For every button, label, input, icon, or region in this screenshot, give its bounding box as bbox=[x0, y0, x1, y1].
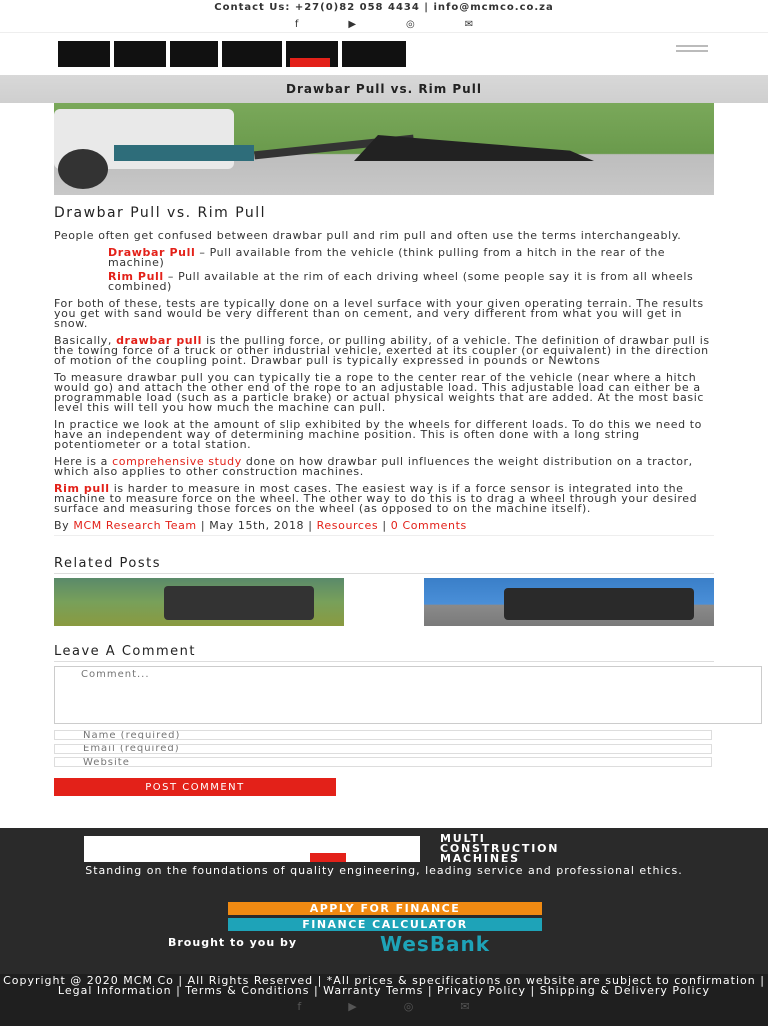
facebook-icon[interactable]: f bbox=[294, 18, 299, 30]
related-posts-heading: Related Posts bbox=[54, 556, 714, 574]
website-input[interactable] bbox=[54, 757, 712, 767]
post-content bbox=[54, 205, 714, 796]
author-link[interactable]: MCM Research Team bbox=[73, 519, 197, 532]
email-icon[interactable]: ✉ bbox=[464, 18, 474, 30]
rim-pull-link[interactable]: Rim pull bbox=[54, 482, 110, 495]
name-input[interactable] bbox=[54, 730, 712, 740]
company-name: MULTI CONSTRUCTION MACHINES bbox=[440, 832, 560, 865]
copyright-bar bbox=[0, 974, 768, 1026]
post-paragraph: To measure drawbar pull you can typically tie a rope to the center rear of the vehicle (near where a hitch would go) and attach the other end of the rope to an adjustable load. This adjustable load can either be a programmable load (such as a particle brake) or actual physical weights that are added. At the most basic level this will tell you how much the machine can pull. bbox=[54, 371, 705, 414]
drawbar-pull-link[interactable]: drawbar pull bbox=[116, 334, 202, 347]
site-header bbox=[0, 32, 768, 75]
definition-list bbox=[108, 248, 714, 292]
footer-tagline: Standing on the foundations of quality engineering, leading service and professional ethics. bbox=[85, 864, 683, 877]
facebook-icon[interactable]: f bbox=[297, 1000, 303, 1013]
post-title: Drawbar Pull vs. Rim Pull bbox=[54, 205, 267, 221]
email-icon[interactable]: ✉ bbox=[460, 1000, 471, 1013]
post-intro: People often get confused between drawbar pull and rim pull and often use the terms interchangeably. bbox=[54, 229, 682, 242]
post-paragraph: Basically, drawbar pull is the pulling force, or pulling ability, of a vehicle. The definition of drawbar pull is the towing force of a truck or other industrial vehicle, exerted at its coupler (or equivalent) in the direction of motion of the coupling point. Drawbar pull is typically expressed in pounds or Newtons bbox=[54, 334, 710, 367]
copyright-text: Copyright @ 2020 MCM Co | All Rights Reserved | *All prices & specifications on website are subject to confirmation | Legal Information | Terms & Conditions | Warranty Terms | Privacy Policy | Shipping & Delivery Policy bbox=[3, 974, 765, 997]
instagram-icon[interactable]: ◎ bbox=[406, 18, 415, 30]
wesbank-logo[interactable]: WesBank bbox=[380, 932, 491, 956]
instagram-icon[interactable]: ◎ bbox=[403, 1000, 415, 1013]
page-title-banner: Drawbar Pull vs. Rim Pull bbox=[0, 75, 768, 103]
comment-heading: Leave A Comment bbox=[54, 644, 714, 662]
email-input[interactable] bbox=[54, 744, 712, 754]
definition-text: – Pull available from the vehicle (think pulling from a hitch in the rear of the machine) bbox=[108, 246, 666, 269]
definition-text: – Pull available at the rim of each driving wheel (some people say it is from all wheels combined) bbox=[108, 270, 694, 293]
youtube-icon[interactable]: ▶ bbox=[348, 1000, 358, 1013]
social-links bbox=[0, 16, 768, 32]
hero-image bbox=[54, 103, 714, 195]
apply-finance-button[interactable]: APPLY FOR FINANCE bbox=[228, 902, 542, 915]
post-meta: By MCM Research Team | May 15th, 2018 | Resources | 0 Comments bbox=[54, 521, 714, 536]
contact-bar[interactable]: Contact Us: +27(0)82 058 4434 | info@mcmco.co.za bbox=[214, 2, 554, 13]
related-post-image[interactable] bbox=[54, 578, 344, 626]
comprehensive-study-link[interactable]: comprehensive study bbox=[112, 455, 242, 468]
post-comment-button[interactable]: POST COMMENT bbox=[54, 778, 336, 796]
rim-pull-term: Rim Pull bbox=[108, 270, 164, 283]
category-link[interactable]: Resources bbox=[316, 519, 379, 532]
mcm-logo-mark[interactable] bbox=[58, 41, 406, 67]
finance-calculator-button[interactable]: FINANCE CALCULATOR bbox=[228, 918, 542, 931]
post-paragraph: Here is a comprehensive study done on how drawbar pull influences the weight distribution on a tractor, which also applies to other construction machines. bbox=[54, 455, 693, 478]
brought-by-text: Brought to you by bbox=[168, 936, 298, 949]
post-date: May 15th, 2018 bbox=[209, 519, 305, 532]
site-logo[interactable] bbox=[58, 41, 406, 67]
list-item bbox=[108, 272, 714, 292]
youtube-icon[interactable]: ▶ bbox=[348, 18, 357, 30]
drawbar-pull-term: Drawbar Pull bbox=[108, 246, 196, 259]
list-item bbox=[108, 248, 714, 268]
related-posts bbox=[54, 578, 714, 626]
comments-link[interactable]: 0 Comments bbox=[390, 519, 467, 532]
related-post-image[interactable] bbox=[424, 578, 714, 626]
site-footer bbox=[0, 828, 768, 974]
menu-icon[interactable] bbox=[676, 45, 708, 55]
comment-input[interactable] bbox=[54, 666, 762, 724]
post-paragraph: For both of these, tests are typically done on a level surface with your given operating terrain. The results you get with sand would be very different than on cement, and very different from what you will get in snow. bbox=[54, 297, 704, 330]
post-paragraph: Rim pull is harder to measure in most cases. The easiest way is if a force sensor is integrated into the machine to measure force on the wheel. The other way to do this is to drag a wheel through your desired surface and measuring those forces on the wheel (as opposed to on the machine itself). bbox=[54, 482, 698, 515]
footer-logo[interactable] bbox=[84, 836, 420, 862]
post-paragraph: In practice we look at the amount of slip exhibited by the wheels for different loads. To do this we need to have an independent way of determining machine position. This is often done with a long string potentiometer or a total station. bbox=[54, 418, 703, 451]
